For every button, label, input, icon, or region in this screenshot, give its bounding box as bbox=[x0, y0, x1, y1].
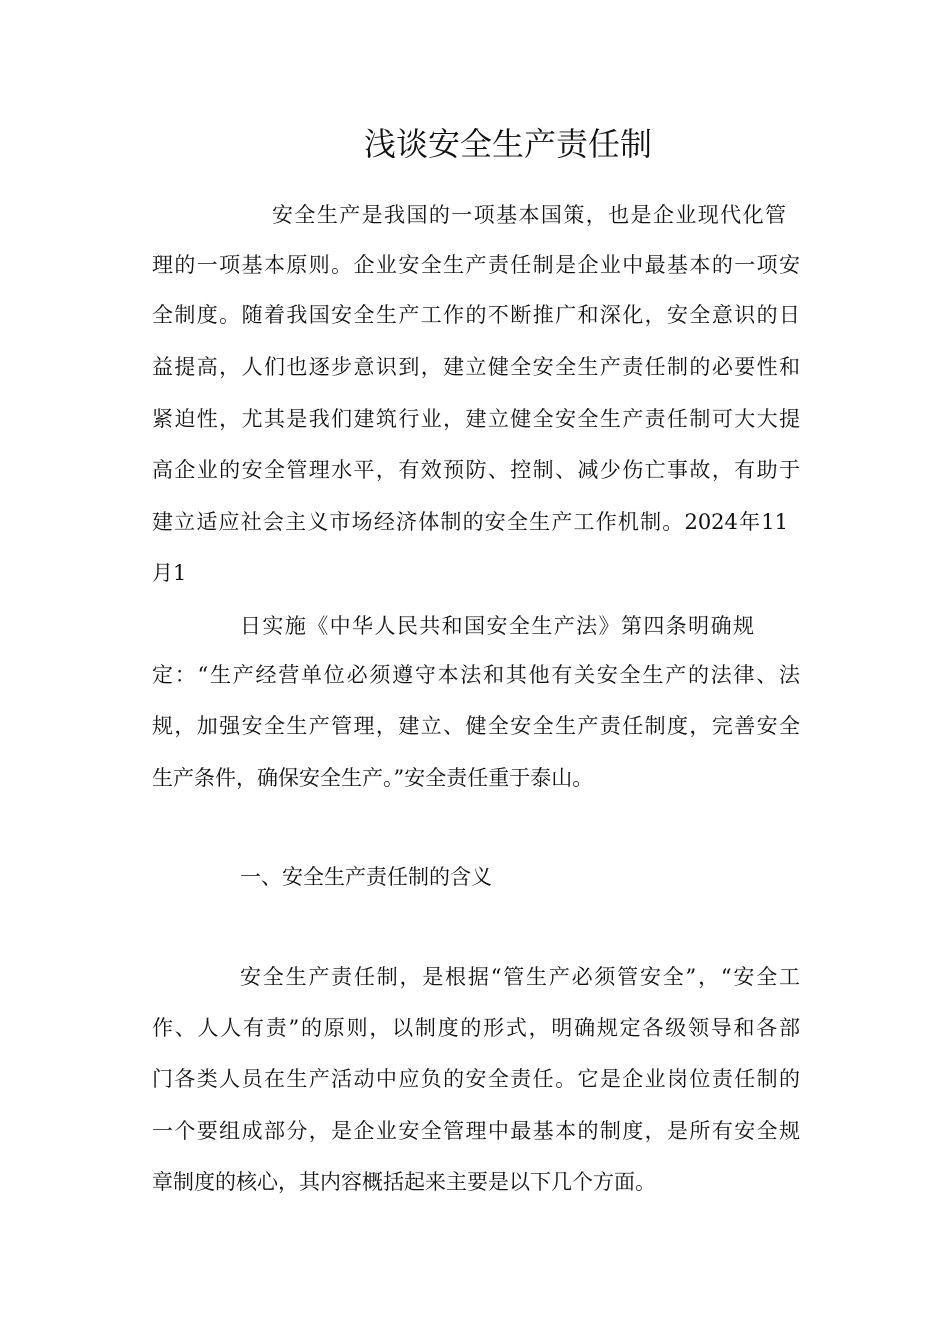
paragraph-line: 理的一项基本原则。企业安全生产责任制是企业中最基本的一项安 bbox=[152, 253, 800, 277]
paragraph-line: 规，加强安全生产管理，建立、健全安全生产责任制度，完善安全 bbox=[152, 714, 800, 738]
paragraph-line: 作、人人有责”的原则，以制度的形式，明确规定各级领导和各部 bbox=[152, 1016, 800, 1040]
paragraph-line: 定：“生产经营单位必须遵守本法和其他有关安全生产的法律、法 bbox=[152, 663, 800, 687]
paragraph-line: 益提高，人们也逐步意识到，建立健全安全生产责任制的必要性和 bbox=[152, 355, 800, 379]
paragraph-line: 生产条件，确保安全生产。”安全责任重于泰山。 bbox=[152, 766, 594, 790]
paragraph-line: 月1 bbox=[152, 561, 187, 585]
document-title: 浅谈安全生产责任制 bbox=[363, 125, 652, 163]
paragraph-line: 日实施《中华人民共和国安全生产法》第四条明确规 bbox=[240, 614, 754, 638]
paragraph-line: 建立适应社会主义市场经济体制的安全生产工作机制。2024年11 bbox=[152, 510, 788, 534]
paragraph-line: 紧迫性，尤其是我们建筑行业，建立健全安全生产责任制可大大提 bbox=[152, 407, 800, 431]
paragraph-line: 门各类人员在生产活动中应负的安全责任。它是企业岗位责任制的 bbox=[152, 1067, 800, 1091]
paragraph-line: 一个要组成部分，是企业安全管理中最基本的制度，是所有安全规 bbox=[152, 1119, 800, 1143]
paragraph-line: 全制度。随着我国安全生产工作的不断推广和深化，安全意识的日 bbox=[152, 303, 800, 327]
paragraph-line: 安全生产是我国的一项基本国策，也是企业现代化管 bbox=[272, 203, 786, 227]
paragraph-line: 章制度的核心，其内容概括起来主要是以下几个方面。 bbox=[152, 1170, 656, 1194]
paragraph-line: 安全生产责任制，是根据“管生产必须管安全”，“安全工 bbox=[240, 965, 800, 989]
section-heading: 一、安全生产责任制的含义 bbox=[240, 865, 492, 889]
paragraph-line: 高企业的安全管理水平，有效预防、控制、减少伤亡事故，有助于 bbox=[152, 458, 800, 482]
